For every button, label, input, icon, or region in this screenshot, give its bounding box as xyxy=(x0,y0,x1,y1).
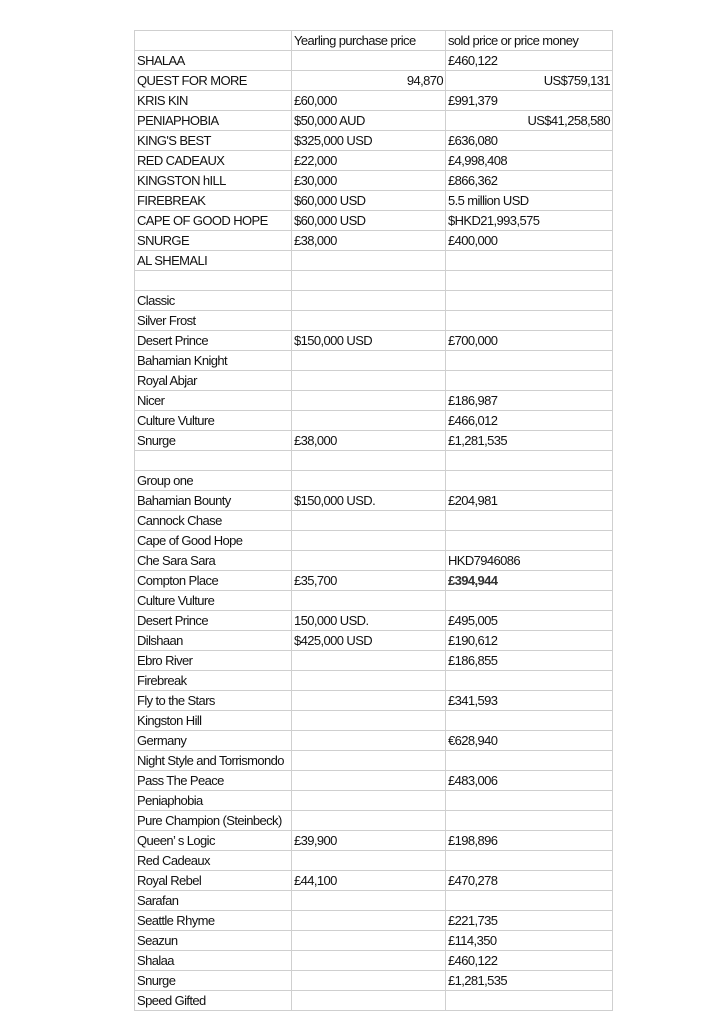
sold-price-cell[interactable]: £341,593 xyxy=(446,691,613,711)
name-cell[interactable]: Kingston Hill xyxy=(135,711,292,731)
sold-price-cell[interactable]: £460,122 xyxy=(446,951,613,971)
table-row xyxy=(135,771,613,791)
sold-price-cell[interactable]: £466,012 xyxy=(446,411,613,431)
sold-price-cell[interactable]: £114,350 xyxy=(446,931,613,951)
sold-price-cell[interactable] xyxy=(446,591,613,611)
purchase-price-cell[interactable] xyxy=(292,751,446,771)
table-row xyxy=(135,671,613,691)
table-row xyxy=(135,451,613,471)
table-row xyxy=(135,351,613,371)
purchase-price-cell[interactable] xyxy=(292,991,446,1011)
table-row xyxy=(135,551,613,571)
table-row xyxy=(135,191,613,211)
table-row xyxy=(135,211,613,231)
purchase-price-cell[interactable] xyxy=(292,591,446,611)
name-cell[interactable]: Culture Vulture xyxy=(135,411,292,431)
purchase-price-cell[interactable] xyxy=(292,811,446,831)
name-cell[interactable]: Bahamian Bounty xyxy=(135,491,292,511)
name-cell[interactable]: CAPE OF GOOD HOPE xyxy=(135,211,292,231)
name-cell[interactable]: Royal Abjar xyxy=(135,371,292,391)
sold-price-cell[interactable]: €628,940 xyxy=(446,731,613,751)
name-cell[interactable]: Royal Rebel xyxy=(135,871,292,891)
table-row xyxy=(135,711,613,731)
name-cell[interactable]: SNURGE xyxy=(135,231,292,251)
sold-price-cell[interactable]: £186,855 xyxy=(446,651,613,671)
name-cell[interactable]: Cape of Good Hope xyxy=(135,531,292,551)
purchase-price-cell[interactable] xyxy=(292,471,446,491)
table-row xyxy=(135,311,613,331)
name-cell[interactable]: Group one xyxy=(135,471,292,491)
table-row xyxy=(135,171,613,191)
name-cell[interactable]: Bahamian Knight xyxy=(135,351,292,371)
sold-price-cell[interactable] xyxy=(446,671,613,691)
table-row xyxy=(135,751,613,771)
header-cell-purchase[interactable]: Yearling purchase price xyxy=(292,31,446,51)
name-cell[interactable] xyxy=(135,451,292,471)
table-row xyxy=(135,611,613,631)
header-cell-sold[interactable]: sold price or price money xyxy=(446,31,613,51)
sold-price-cell[interactable] xyxy=(446,291,613,311)
sold-price-cell[interactable]: £221,735 xyxy=(446,911,613,931)
spreadsheet-table xyxy=(134,30,613,1011)
sold-price-cell[interactable]: US$759,131 xyxy=(446,71,613,91)
name-cell[interactable]: Queen’ s Logic xyxy=(135,831,292,851)
table-row xyxy=(135,291,613,311)
sold-price-cell[interactable]: £394,944 xyxy=(446,571,613,591)
sold-price-cell[interactable]: £1,281,535 xyxy=(446,971,613,991)
table-row xyxy=(135,591,613,611)
sold-price-cell[interactable] xyxy=(446,371,613,391)
table-row xyxy=(135,871,613,891)
table-row xyxy=(135,731,613,751)
table-row xyxy=(135,151,613,171)
purchase-price-cell[interactable] xyxy=(292,711,446,731)
table-row xyxy=(135,231,613,251)
table-row xyxy=(135,391,613,411)
purchase-price-cell[interactable] xyxy=(292,411,446,431)
purchase-price-cell[interactable] xyxy=(292,511,446,531)
sold-price-cell[interactable] xyxy=(446,471,613,491)
sold-price-cell[interactable]: £4,998,408 xyxy=(446,151,613,171)
sold-price-cell[interactable] xyxy=(446,791,613,811)
name-cell[interactable]: Silver Frost xyxy=(135,311,292,331)
purchase-price-cell[interactable] xyxy=(292,771,446,791)
purchase-price-cell[interactable] xyxy=(292,531,446,551)
name-cell[interactable]: Che Sara Sara xyxy=(135,551,292,571)
purchase-price-cell[interactable] xyxy=(292,651,446,671)
sold-price-cell[interactable] xyxy=(446,891,613,911)
table-row xyxy=(135,331,613,351)
sold-price-cell[interactable]: £204,981 xyxy=(446,491,613,511)
name-cell[interactable]: Classic xyxy=(135,291,292,311)
table-row xyxy=(135,951,613,971)
purchase-price-cell[interactable]: £22,000 xyxy=(292,151,446,171)
sold-price-cell[interactable] xyxy=(446,311,613,331)
sold-price-cell[interactable]: 5.5 million USD xyxy=(446,191,613,211)
name-cell[interactable]: KINGSTON hILL xyxy=(135,171,292,191)
header-cell-name[interactable] xyxy=(135,31,292,51)
purchase-price-cell[interactable]: £39,900 xyxy=(292,831,446,851)
purchase-price-cell[interactable] xyxy=(292,391,446,411)
sold-price-cell[interactable] xyxy=(446,991,613,1011)
name-cell[interactable]: Compton Place xyxy=(135,571,292,591)
sold-price-cell[interactable]: $HKD21,993,575 xyxy=(446,211,613,231)
purchase-price-cell[interactable]: $60,000 USD xyxy=(292,191,446,211)
sold-price-cell[interactable]: US$41,258,580 xyxy=(446,111,613,131)
name-cell[interactable]: Speed Gifted xyxy=(135,991,292,1011)
table-row xyxy=(135,651,613,671)
table-row xyxy=(135,811,613,831)
name-cell[interactable] xyxy=(135,271,292,291)
purchase-price-cell[interactable]: 94,870 xyxy=(292,71,446,91)
purchase-price-cell[interactable] xyxy=(292,951,446,971)
purchase-price-cell[interactable] xyxy=(292,971,446,991)
purchase-price-cell[interactable] xyxy=(292,351,446,371)
name-cell[interactable]: KING'S BEST xyxy=(135,131,292,151)
purchase-price-cell[interactable] xyxy=(292,671,446,691)
purchase-price-cell[interactable]: $425,000 USD xyxy=(292,631,446,651)
sold-price-cell[interactable]: £495,005 xyxy=(446,611,613,631)
name-cell[interactable]: Seattle Rhyme xyxy=(135,911,292,931)
purchase-price-cell[interactable] xyxy=(292,791,446,811)
table-row xyxy=(135,271,613,291)
purchase-price-cell[interactable] xyxy=(292,891,446,911)
name-cell[interactable]: Ebro River xyxy=(135,651,292,671)
purchase-price-cell[interactable] xyxy=(292,931,446,951)
purchase-price-cell[interactable] xyxy=(292,291,446,311)
name-cell[interactable]: Pass The Peace xyxy=(135,771,292,791)
table-row xyxy=(135,51,613,71)
name-cell[interactable]: Red Cadeaux xyxy=(135,851,292,871)
table-row xyxy=(135,791,613,811)
name-cell[interactable]: Nicer xyxy=(135,391,292,411)
sold-price-cell[interactable] xyxy=(446,531,613,551)
sold-price-cell[interactable] xyxy=(446,511,613,531)
sold-price-cell[interactable]: £460,122 xyxy=(446,51,613,71)
sold-price-cell[interactable]: £991,379 xyxy=(446,91,613,111)
purchase-price-cell[interactable] xyxy=(292,251,446,271)
purchase-price-cell[interactable]: $50,000 AUD xyxy=(292,111,446,131)
name-cell[interactable]: Snurge xyxy=(135,971,292,991)
purchase-price-cell[interactable]: £30,000 xyxy=(292,171,446,191)
table-row xyxy=(135,91,613,111)
table-row xyxy=(135,931,613,951)
sold-price-cell[interactable] xyxy=(446,811,613,831)
table-row xyxy=(135,131,613,151)
sold-price-cell[interactable]: HKD7946086 xyxy=(446,551,613,571)
name-cell[interactable]: Snurge xyxy=(135,431,292,451)
purchase-price-cell[interactable]: £60,000 xyxy=(292,91,446,111)
purchase-price-cell[interactable] xyxy=(292,371,446,391)
purchase-price-cell[interactable]: $325,000 USD xyxy=(292,131,446,151)
table-row xyxy=(135,631,613,651)
purchase-price-cell[interactable] xyxy=(292,271,446,291)
table-row xyxy=(135,571,613,591)
sold-price-cell[interactable]: £636,080 xyxy=(446,131,613,151)
purchase-price-cell[interactable] xyxy=(292,551,446,571)
name-cell[interactable]: QUEST FOR MORE xyxy=(135,71,292,91)
purchase-price-cell[interactable] xyxy=(292,691,446,711)
purchase-price-cell[interactable]: £35,700 xyxy=(292,571,446,591)
name-cell[interactable]: PENIAPHOBIA xyxy=(135,111,292,131)
sold-price-cell[interactable]: £483,006 xyxy=(446,771,613,791)
name-cell[interactable]: Dilshaan xyxy=(135,631,292,651)
sold-price-cell[interactable]: £866,362 xyxy=(446,171,613,191)
sold-price-cell[interactable]: £198,896 xyxy=(446,831,613,851)
table-row xyxy=(135,971,613,991)
purchase-price-cell[interactable]: $60,000 USD xyxy=(292,211,446,231)
name-cell[interactable]: Sarafan xyxy=(135,891,292,911)
sold-price-cell[interactable]: £470,278 xyxy=(446,871,613,891)
table-row xyxy=(135,911,613,931)
table-row xyxy=(135,531,613,551)
table-row xyxy=(135,471,613,491)
sold-price-cell[interactable]: £700,000 xyxy=(446,331,613,351)
table-row xyxy=(135,511,613,531)
name-cell[interactable]: Peniaphobia xyxy=(135,791,292,811)
purchase-price-cell[interactable] xyxy=(292,51,446,71)
purchase-price-cell[interactable]: £44,100 xyxy=(292,871,446,891)
purchase-price-cell[interactable] xyxy=(292,451,446,471)
table-row xyxy=(135,111,613,131)
sold-price-cell[interactable]: £1,281,535 xyxy=(446,431,613,451)
sold-price-cell[interactable] xyxy=(446,711,613,731)
header-row xyxy=(135,31,613,51)
purchase-price-cell[interactable]: £38,000 xyxy=(292,231,446,251)
table-row xyxy=(135,411,613,431)
sold-price-cell[interactable] xyxy=(446,271,613,291)
purchase-price-cell[interactable] xyxy=(292,311,446,331)
name-cell[interactable]: Shalaa xyxy=(135,951,292,971)
sold-price-cell[interactable]: £186,987 xyxy=(446,391,613,411)
purchase-price-cell[interactable]: £38,000 xyxy=(292,431,446,451)
sold-price-cell[interactable] xyxy=(446,851,613,871)
name-cell[interactable]: Culture Vulture xyxy=(135,591,292,611)
table-row xyxy=(135,431,613,451)
purchase-price-cell[interactable]: 150,000 USD. xyxy=(292,611,446,631)
purchase-price-cell[interactable] xyxy=(292,851,446,871)
name-cell[interactable]: Firebreak xyxy=(135,671,292,691)
name-cell[interactable]: Pure Champion (Steinbeck) xyxy=(135,811,292,831)
name-cell[interactable]: KRIS KIN xyxy=(135,91,292,111)
purchase-price-cell[interactable] xyxy=(292,731,446,751)
spreadsheet-body xyxy=(135,31,613,1011)
table-row xyxy=(135,371,613,391)
table-row xyxy=(135,251,613,271)
name-cell[interactable]: Germany xyxy=(135,731,292,751)
sold-price-cell[interactable]: £400,000 xyxy=(446,231,613,251)
name-cell[interactable]: Night Style and Torrismondo xyxy=(135,751,292,771)
purchase-price-cell[interactable]: $150,000 USD. xyxy=(292,491,446,511)
name-cell[interactable]: Fly to the Stars xyxy=(135,691,292,711)
name-cell[interactable]: SHALAA xyxy=(135,51,292,71)
sold-price-cell[interactable] xyxy=(446,751,613,771)
purchase-price-cell[interactable]: $150,000 USD xyxy=(292,331,446,351)
name-cell[interactable]: Seazun xyxy=(135,931,292,951)
name-cell[interactable]: AL SHEMALI xyxy=(135,251,292,271)
table-row xyxy=(135,491,613,511)
table-row xyxy=(135,71,613,91)
table-row xyxy=(135,851,613,871)
sold-price-cell[interactable]: £190,612 xyxy=(446,631,613,651)
name-cell[interactable]: Desert Prince xyxy=(135,331,292,351)
table-row xyxy=(135,831,613,851)
name-cell[interactable]: Cannock Chase xyxy=(135,511,292,531)
table-row xyxy=(135,691,613,711)
sold-price-cell[interactable] xyxy=(446,251,613,271)
name-cell[interactable]: RED CADEAUX xyxy=(135,151,292,171)
table-row xyxy=(135,991,613,1011)
table-row xyxy=(135,891,613,911)
purchase-price-cell[interactable] xyxy=(292,911,446,931)
sold-price-cell[interactable] xyxy=(446,351,613,371)
name-cell[interactable]: FIREBREAK xyxy=(135,191,292,211)
name-cell[interactable]: Desert Prince xyxy=(135,611,292,631)
sold-price-cell[interactable] xyxy=(446,451,613,471)
